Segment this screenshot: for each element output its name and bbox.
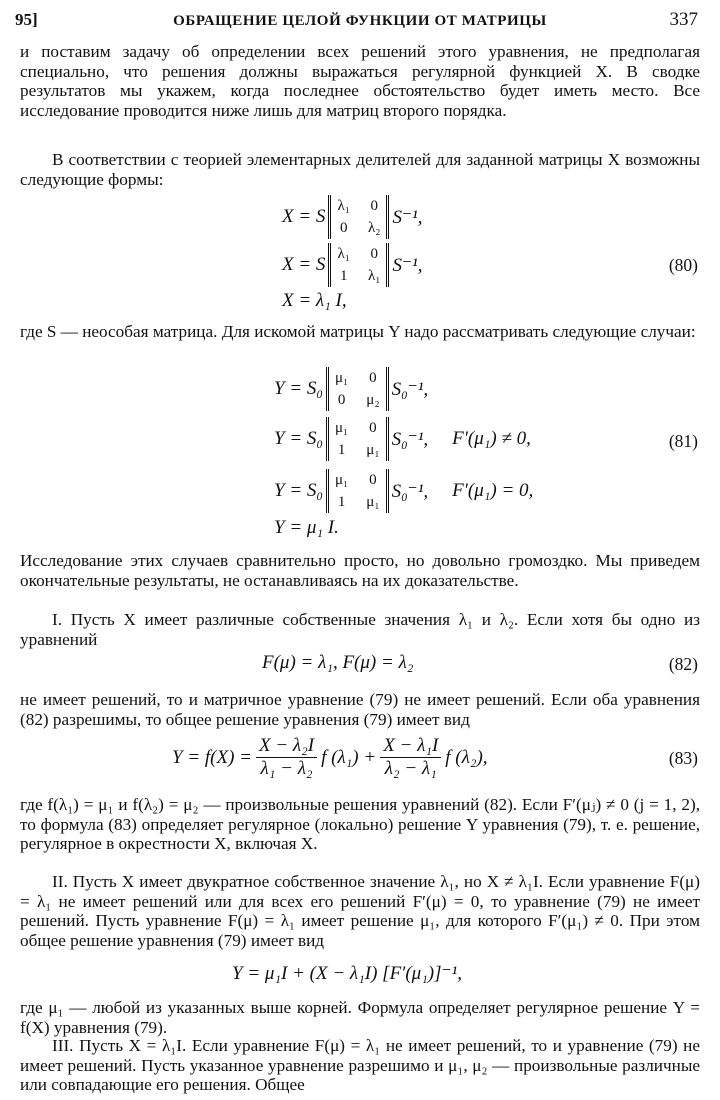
eq81-row1-rhs: S₀⁻¹,: [391, 378, 429, 400]
eq81-row3-rhs: S₀⁻¹,: [391, 480, 429, 502]
running-title: ОБРАЩЕНИЕ ЦЕЛОЙ ФУНКЦИИ ОТ МАТРИЦЫ: [173, 13, 547, 29]
matrix-cell: λ₂: [367, 220, 381, 236]
matrix-cell: 1: [337, 442, 346, 458]
paragraph-formula-note: где μ₁ — любой из указанных выше корней. Формула определяет регулярное решение Y = f(X) уравнения (79).: [20, 998, 700, 1037]
matrix-cell: 1: [337, 494, 346, 510]
eq80-row1: [282, 195, 422, 239]
paragraph-intro: и поставим задачу об определении всех решений этого уравнения, не предполагая специально, что решения должны выражаться регулярной функцией X. В сводке результатов мы укажем, когда последнее обстоятельство будет иметь место. Все исследование проводится ниже лишь для матриц второго порядка.: [20, 42, 700, 120]
eq81-row3-condition: F′(μ₁) = 0,: [452, 480, 534, 501]
eq82-number: (82): [668, 654, 698, 674]
matrix-cell: μ₁: [335, 370, 349, 386]
matrix-cell: 0: [369, 370, 377, 386]
fraction-numerator: X − λ₁I: [380, 736, 441, 758]
paragraph-cases: где S — неособая матрица. Для искомой матрицы Y надо рассматривать следующие случаи:: [20, 322, 696, 341]
matrix-cell: λ₁: [367, 268, 381, 284]
fraction-denominator: λ₂ − λ₁: [384, 758, 437, 779]
matrix-cell: μ₂: [366, 392, 380, 408]
eq81-row3: [274, 469, 533, 513]
eq80-row2-rhs: S⁻¹,: [392, 254, 423, 276]
eq81-row4: Y = μ₁ I.: [274, 517, 339, 538]
eq81-row3-lhs: Y = S₀: [274, 480, 323, 501]
eq80-row3: X = λ₁ I,: [282, 290, 347, 311]
eq81-row1: [274, 367, 428, 411]
eq80-row1-rhs: S⁻¹,: [392, 206, 423, 228]
eq81-row2-rhs: S₀⁻¹,: [391, 428, 429, 450]
matrix-cell: μ₁: [335, 472, 349, 488]
eq80-row1-lhs: X = S: [282, 206, 326, 227]
paragraph-case-3: III. Пусть X = λ₁I. Если уравнение F(μ) = λ₁ не имеет решений, то и уравнение (79) не имеет решений. Пусть указанное уравнение разрешимо и μ₁, μ₂ — произвольные различные или совпадающие его решения. Общее: [20, 1036, 700, 1095]
eq83-fraction-2: [380, 736, 441, 779]
eq81-matrix-1: [326, 367, 389, 411]
page-number: 337: [669, 9, 698, 30]
eq81-row1-lhs: Y = S₀: [274, 378, 323, 399]
matrix-cell: 0: [337, 392, 346, 408]
eq80-number: (80): [668, 255, 698, 275]
eq83-lhs: Y = f(X) =: [172, 746, 252, 768]
eq81-matrix-2: [326, 417, 389, 461]
eq80-row2-lhs: X = S: [282, 254, 326, 275]
matrix-cell: μ₁: [335, 420, 349, 436]
matrix-cell: μ₁: [366, 494, 380, 510]
eq-general-solution: Y = μ₁I + (X − λ₁I) [F′(μ₁)]⁻¹,: [232, 963, 462, 984]
matrix-cell: 0: [370, 198, 378, 214]
matrix-cell: 0: [339, 220, 348, 236]
eq80-matrix-1: [328, 195, 389, 239]
eq81-row2-lhs: Y = S₀: [274, 428, 323, 449]
paragraph-forms: В соответствии с теорией элементарных делителей для заданной матрицы X возможны следующие формы:: [20, 150, 700, 189]
eq83-term-1: f (λ₁) +: [321, 746, 377, 768]
eq83-fraction-1: [256, 736, 317, 779]
matrix-cell: λ₁: [337, 198, 350, 214]
eq81-row2-condition: F′(μ₁) ≠ 0,: [452, 428, 531, 449]
paragraph-solvability: не имеет решений, то и матричное уравнение (79) не имеет решений. Если оба уравнения (82) разрешимы, то общее решение уравнения (79) имеет вид: [20, 690, 700, 729]
fraction-numerator: X − λ₂I: [256, 736, 317, 758]
eq81-number: (81): [668, 431, 698, 451]
matrix-cell: 0: [369, 472, 377, 488]
eq81-row2: [274, 417, 531, 461]
eq82: F(μ) = λ₁, F(μ) = λ₂: [262, 652, 414, 673]
matrix-cell: 1: [339, 268, 348, 284]
section-number: 95]: [15, 10, 38, 29]
paragraph-case-2: II. Пусть X имеет двукратное собственное значение λ₁, но X ≠ λ₁I. Если уравнение F(μ) = λ₁ не имеет решений или для всех его решений F′(μ) = 0, то уравнение (79) не имеет решений. Пусть уравнение F(μ) = λ₁ имеет решение μ₁, для которого F′(μ₁) ≠ 0. При этом общее решение уравнения (79) имеет вид: [20, 872, 700, 950]
paragraph-case-1: I. Пусть X имеет различные собственные значения λ₁ и λ₂. Если хотя бы одно из уравнений: [20, 610, 700, 649]
paragraph-research: Исследование этих случаев сравнительно просто, но довольно громоздко. Мы приведем окончательные результаты, не останавливаясь на их доказательстве.: [20, 551, 700, 590]
matrix-cell: μ₁: [366, 442, 380, 458]
eq83-term-2: f (λ₂),: [445, 746, 488, 768]
fraction-denominator: λ₁ − λ₂: [260, 758, 313, 779]
eq81-matrix-3: [326, 469, 389, 513]
eq80-row2: [282, 243, 422, 287]
eq80-matrix-2: [328, 243, 389, 287]
matrix-cell: 0: [370, 246, 378, 262]
paragraph-regular-solution: где f(λ₁) = μ₁ и f(λ₂) = μ₂ — произвольные решения уравнений (82). Если F′(μⱼ) ≠ 0 (j = 1, 2), то формула (83) определяет регулярное (локально) решение Y уравнения (79), т. е. решение, регулярное в окрестности X, включая X.: [20, 795, 700, 854]
matrix-cell: 0: [369, 420, 377, 436]
eq83-number: (83): [668, 748, 698, 768]
matrix-cell: λ₁: [337, 246, 350, 262]
eq83: [172, 736, 488, 779]
